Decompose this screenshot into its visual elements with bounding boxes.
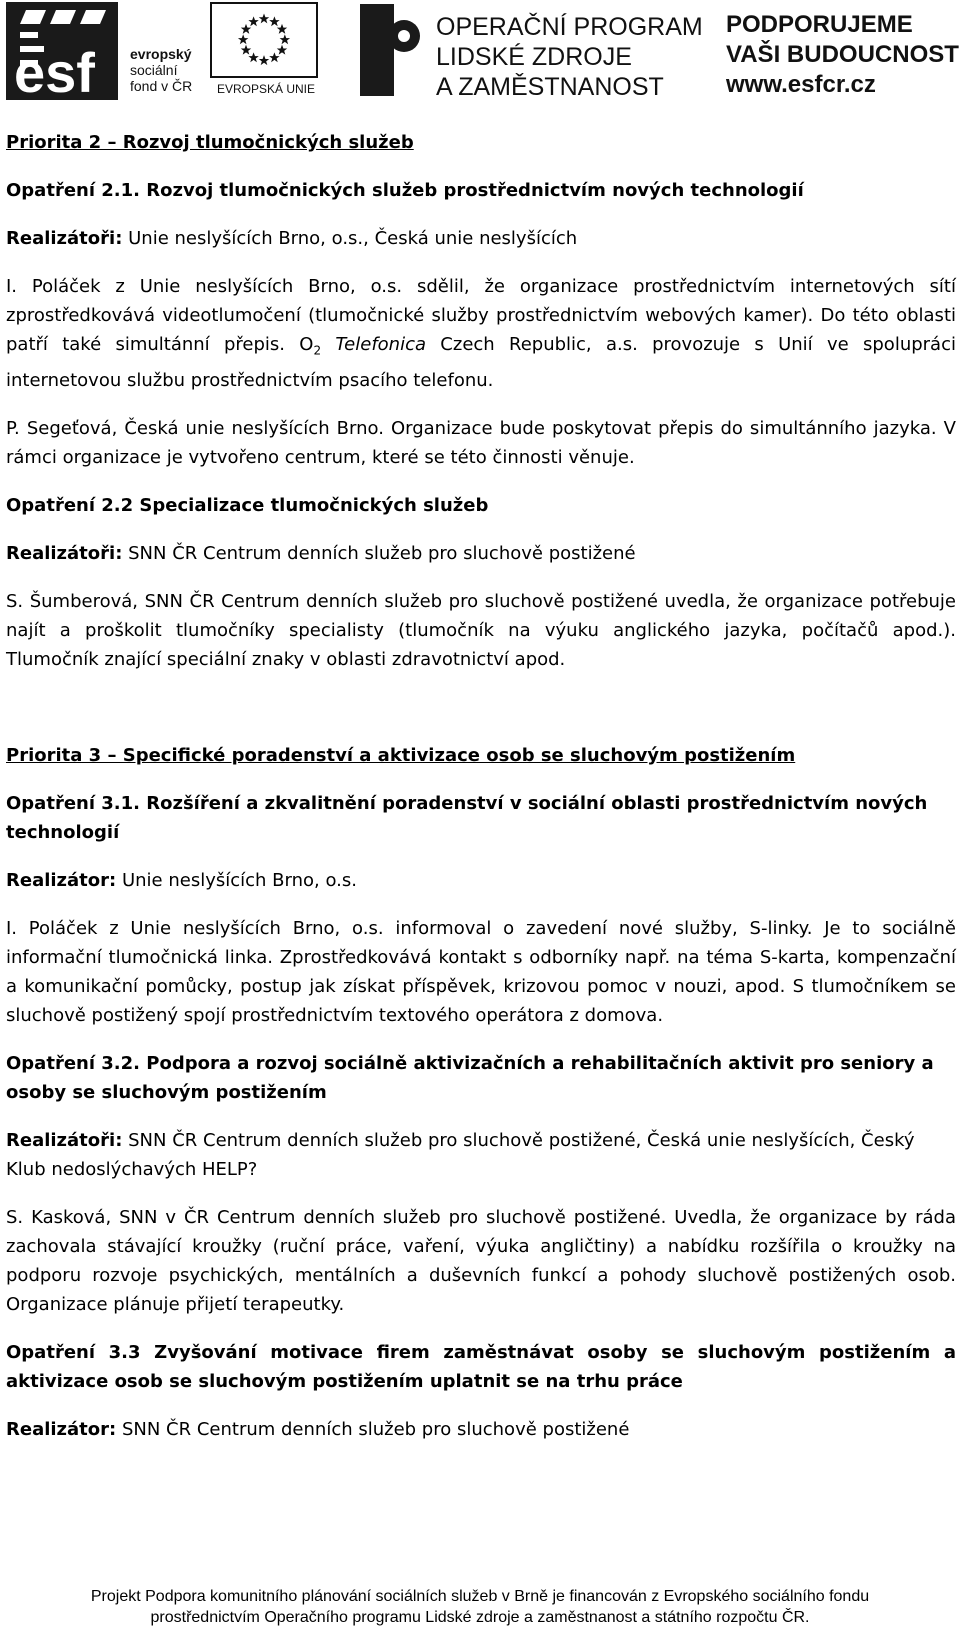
italic-text: Telefonica — [321, 334, 427, 355]
support-line2: VAŠI BUDOUCNOST — [726, 41, 959, 68]
measure-2-2-paragraph: S. Šumberová, SNN ČR Centrum denních služeb pro sluchově postižené uvedla, že organizace potřebuje najít a proškolit tlumočníky specialisty (tlumočník na výuku anglického jazyka, počítačů apod.). Tlumočník znající speciální znaky v oblasti zdravotnictví apod. — [6, 590, 956, 670]
op-line3: A ZAMĚSTNANOST — [436, 73, 664, 101]
eu-caption: EVROPSKÁ UNIE — [216, 82, 316, 96]
document-body — [6, 128, 956, 1444]
implementers-label: Realizátoři: — [6, 542, 123, 564]
implementers-label: Realizátoři: — [6, 228, 123, 249]
op-line2: LIDSKÉ ZDROJE — [436, 43, 632, 71]
paragraph-text: I. Poláček z Unie neslyšících Brno, o.s. sdělil, že organizace prostřednictvím internetových sítí zprostředkovává videotlumočení (tlumočnické služby prostřednictvím webových kamer). Do této oblasti patří také simultánní přepis. O — [6, 276, 956, 355]
support-line1: PODPORUJEME — [726, 11, 913, 38]
implementers-value: SNN ČR Centrum denních služeb pro sluchově postižené, Česká unie neslyšících, Český Klub nedoslýchavých HELP? — [6, 1129, 915, 1180]
measure-3-1-paragraph: I. Poláček z Unie neslyšících Brno, o.s. informoval o zavedení nové služby, S-linky. Je to sociálně informační tlumočnická linka. Zprostředkovává kontakt s odborníky např. na téma S-karta, kompenzační a komunikační pomůcky, postup jak získat příspěvek, krizovou pomoc v nouzi, apod. S tlumočníkem se sluchově postižený spojí prostřednictvím textového operátora z domova. — [6, 917, 956, 1026]
svg-text:esf: esf — [14, 41, 95, 100]
implementer-value: SNN ČR Centrum denních služeb pro sluchově postižené — [116, 1418, 630, 1440]
esf-logo-icon — [6, 2, 118, 100]
measure-3-3-heading: Opatření 3.3 Zvyšování motivace firem zaměstnávat osoby se sluchovým postižením a aktivizace osob se sluchovým postižením uplatnit se na trhu práce — [6, 1341, 956, 1392]
support-url[interactable]: www.esfcr.cz — [726, 71, 876, 98]
esf-line1: evropský — [130, 46, 192, 62]
implementer-label: Realizátor: — [6, 869, 117, 891]
esf-line2: sociální — [130, 62, 178, 78]
measure-2-1-paragraph-2: P. Segeťová, Česká unie neslyšících Brno. Organizace bude poskytovat přepis do simultánního jazyka. V rámci organizace je vytvořeno centrum, které se této činnosti věnuje. — [6, 417, 956, 468]
logo-header — [0, 0, 960, 108]
implementers-label: Realizátoři: — [6, 1129, 123, 1151]
paragraph-text: Czech Republic, a.s. provozuje s Unií ve spolupráci internetovou službu prostřednictvím psacího telefonu. — [6, 334, 956, 391]
footer-line2: prostřednictvím Operačního programu Lidské zdroje a zaměstnanost a státního rozpočtu ČR. — [150, 1609, 810, 1626]
measure-3-2-implementers — [6, 1126, 956, 1184]
page-footer — [0, 1586, 960, 1628]
measure-3-1-heading: Opatření 3.1. Rozšíření a zkvalitnění poradenství v sociální oblasti prostřednictvím nových technologií — [6, 792, 928, 843]
subscript: 2 — [313, 343, 322, 358]
eu-stars-icon — [210, 2, 318, 78]
eu-logo — [208, 2, 324, 100]
footer-line1: Projekt Podpora komunitního plánování sociálních služeb v Brně je financován z Evropského sociálního fondu — [90, 1588, 870, 1605]
esf-line3: fond v ČR — [130, 78, 193, 94]
measure-2-2-implementers — [6, 539, 956, 568]
measure-3-3-implementer — [6, 1415, 956, 1444]
implementers-value: SNN ČR Centrum denních služeb pro sluchově postižené — [122, 542, 636, 564]
implementer-label: Realizátor: — [6, 1418, 117, 1440]
measure-2-1-implementers — [6, 224, 956, 253]
measure-2-1-paragraph-1 — [6, 272, 956, 395]
op-line1: OPERAČNÍ PROGRAM — [436, 13, 703, 41]
measure-2-1-heading: Opatření 2.1. Rozvoj tlumočnických služeb prostřednictvím nových technologií — [6, 180, 804, 201]
priority-2-title: Priorita 2 – Rozvoj tlumočnických služeb — [6, 132, 414, 153]
measure-3-2-heading: Opatření 3.2. Podpora a rozvoj sociálně aktivizačních a rehabilitačních aktivit pro seniory a osoby se sluchovým postižením — [6, 1052, 934, 1103]
support-slogan — [726, 10, 959, 100]
implementer-value: Unie neslyšících Brno, o.s. — [116, 869, 357, 891]
op-logo-icon — [360, 4, 420, 96]
measure-2-2-heading: Opatření 2.2 Specializace tlumočnických služeb — [6, 494, 489, 516]
op-logo — [360, 4, 703, 101]
measure-3-1-implementer — [6, 866, 956, 895]
esf-logo — [6, 2, 196, 100]
implementers-value: Unie neslyšících Brno, o.s., Česká unie neslyšících — [122, 228, 578, 249]
measure-3-2-paragraph: S. Kasková, SNN v ČR Centrum denních služeb pro sluchově postižené. Uvedla, že organizace by ráda zachovala stávající kroužky (ruční práce, vaření, výuka angličtiny) a nabídku rozšířila o kroužky na podporu rozvoje psychických, mentálních a duševních funkcí a pohody sluchově postižených osob. Organizace plánuje přijetí terapeutky. — [6, 1206, 956, 1315]
priority-3-title: Priorita 3 – Specifické poradenství a aktivizace osob se sluchovým postižením — [6, 744, 796, 766]
